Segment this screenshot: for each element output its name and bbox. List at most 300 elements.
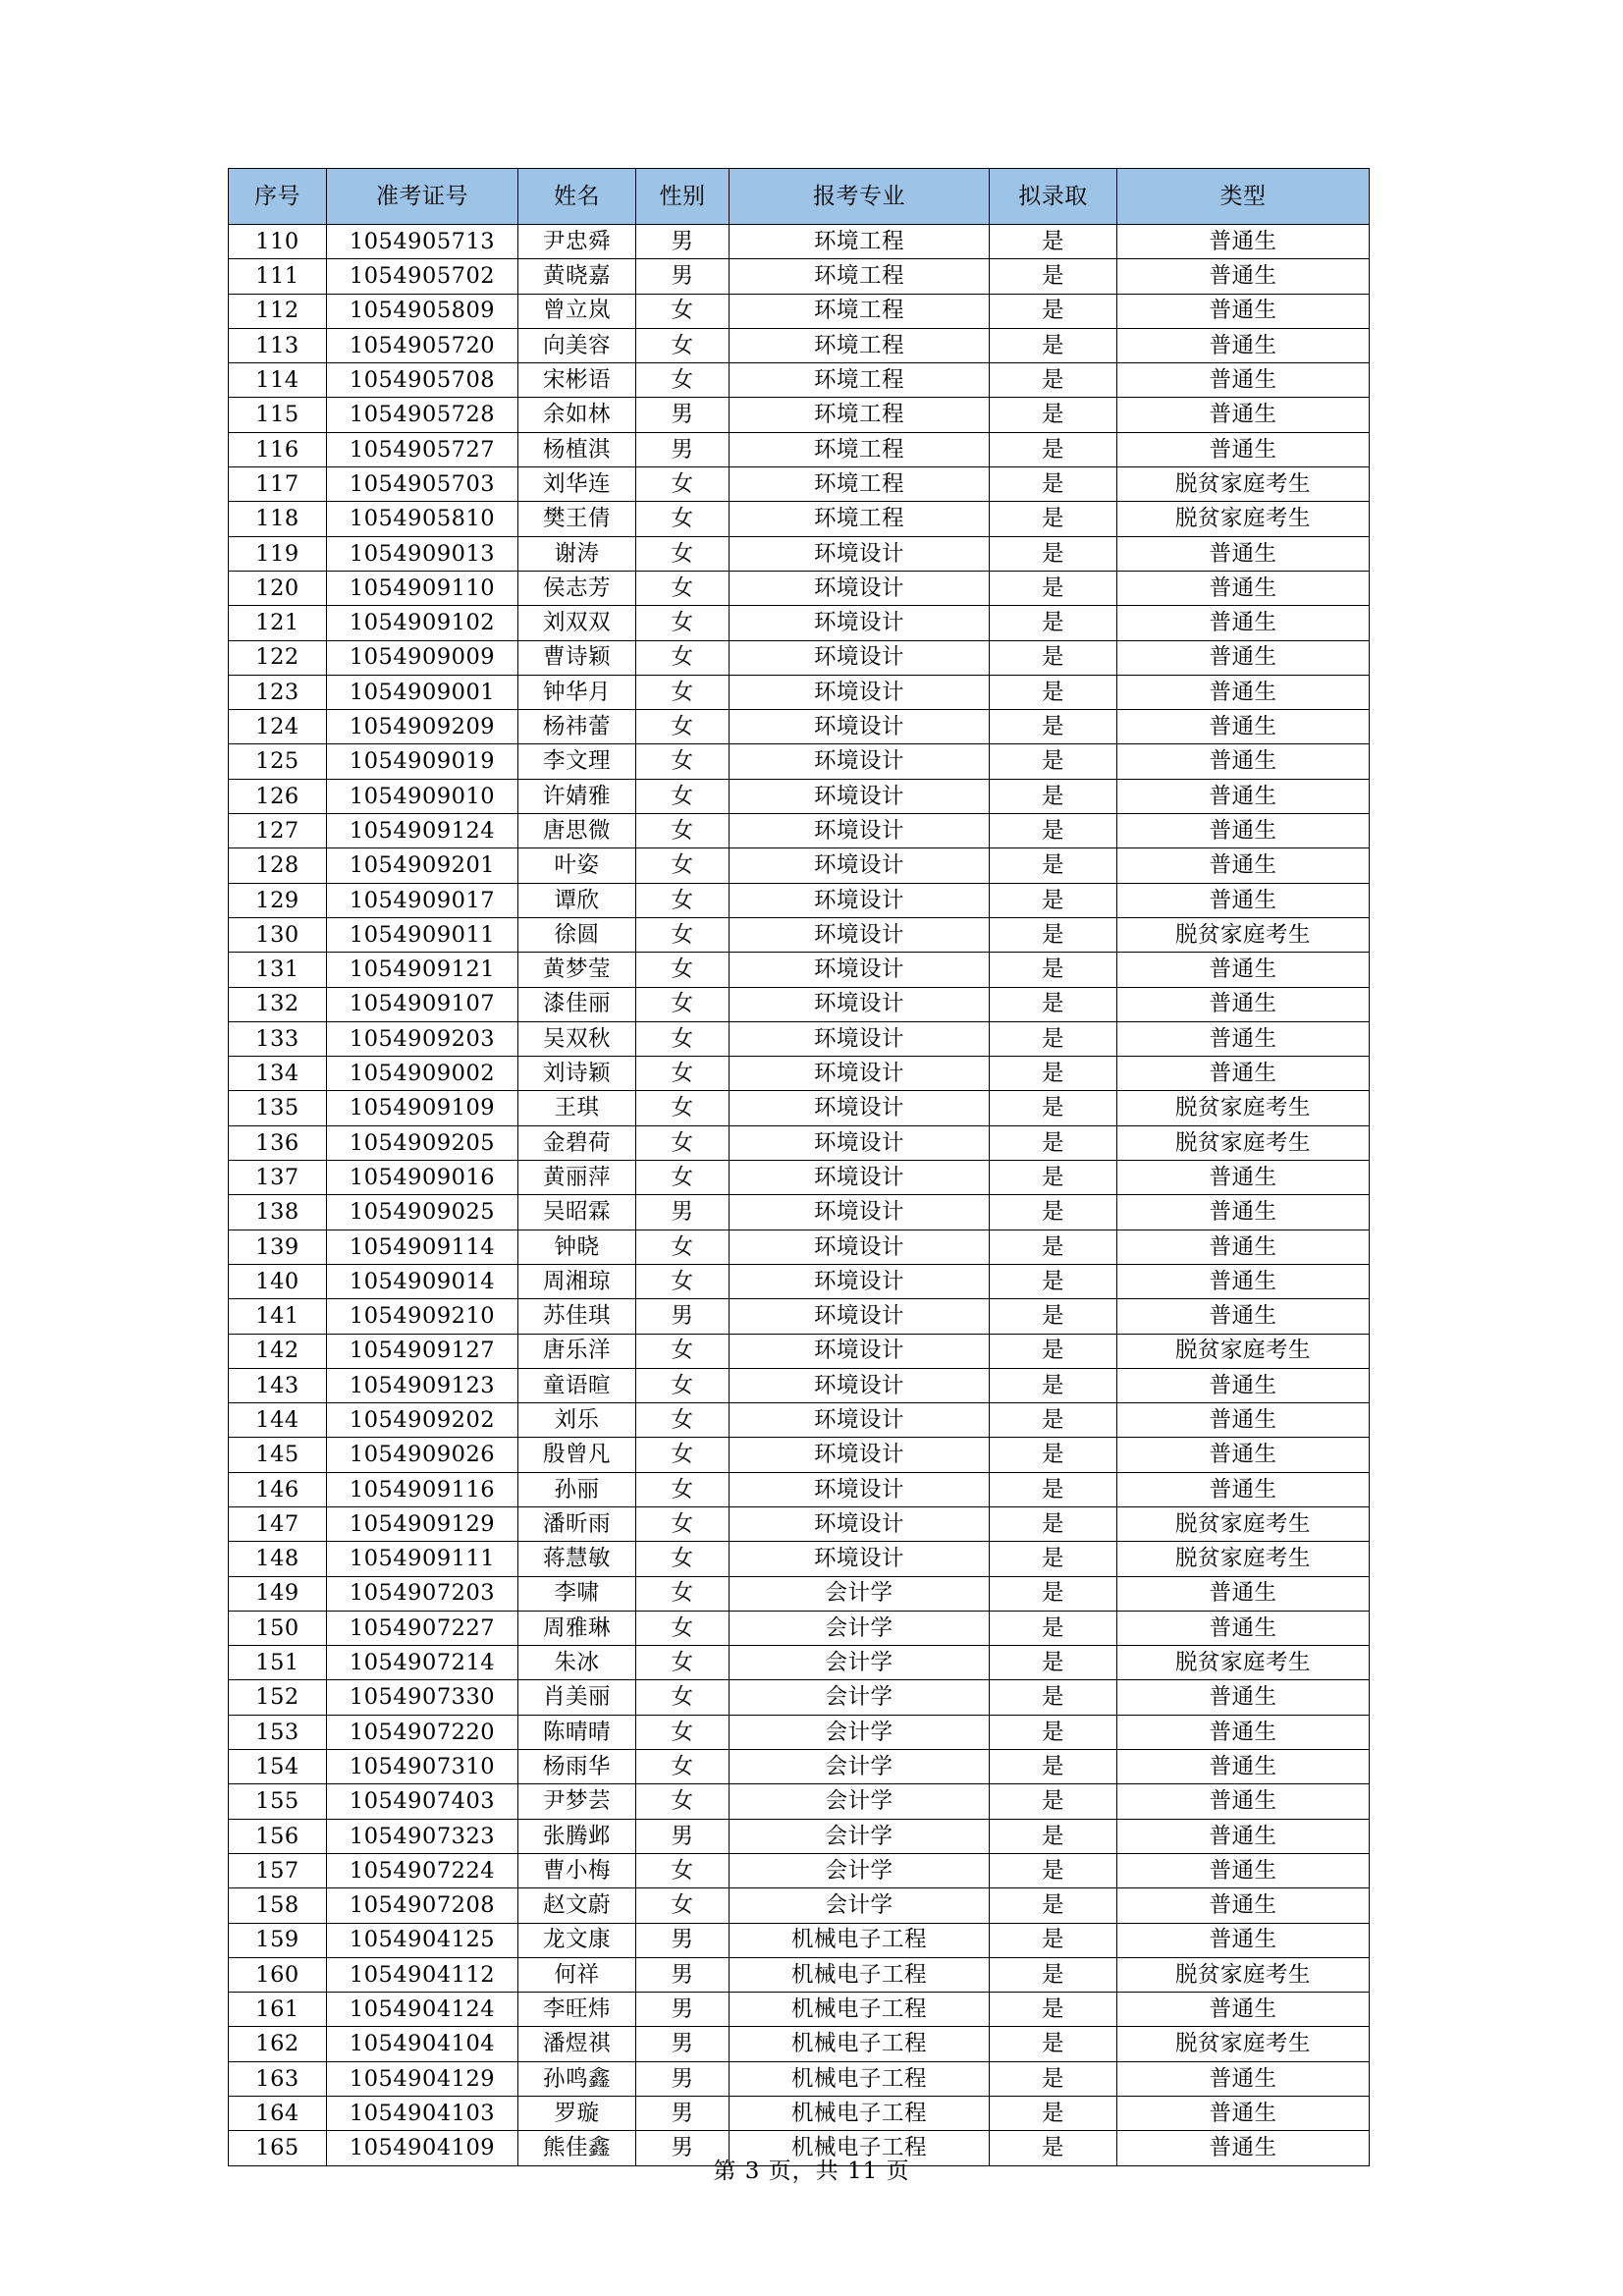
cell-major: 会计学 <box>730 1750 990 1784</box>
cell-admit: 是 <box>990 1784 1117 1819</box>
cell-type: 普通生 <box>1117 710 1370 744</box>
cell-name: 吴昭霖 <box>518 1195 636 1230</box>
cell-name: 李旺炜 <box>518 1993 636 2027</box>
cell-ticket: 1054909205 <box>327 1125 518 1160</box>
cell-seq: 137 <box>229 1161 327 1195</box>
cell-name: 向美容 <box>518 328 636 362</box>
cell-seq: 120 <box>229 571 327 605</box>
cell-ticket: 1054909111 <box>327 1542 518 1576</box>
table-row <box>229 1611 1370 1645</box>
cell-name: 杨祎蕾 <box>518 710 636 744</box>
cell-name: 童语暄 <box>518 1368 636 1402</box>
cell-seq: 117 <box>229 467 327 502</box>
cell-ticket: 1054905702 <box>327 259 518 294</box>
cell-major: 环境设计 <box>730 1021 990 1056</box>
cell-type: 普通生 <box>1117 294 1370 328</box>
cell-type: 脱贫家庭考生 <box>1117 1506 1370 1541</box>
table-row <box>229 1853 1370 1887</box>
cell-type: 脱贫家庭考生 <box>1117 1957 1370 1992</box>
cell-seq: 157 <box>229 1853 327 1887</box>
cell-name: 刘诗颖 <box>518 1057 636 1091</box>
cell-admit: 是 <box>990 779 1117 813</box>
cell-major: 环境设计 <box>730 1368 990 1402</box>
cell-gender: 女 <box>636 917 730 952</box>
table-row <box>229 432 1370 466</box>
cell-seq: 152 <box>229 1680 327 1715</box>
table-row <box>229 2061 1370 2096</box>
cell-name: 李文理 <box>518 744 636 779</box>
cell-name: 叶姿 <box>518 848 636 883</box>
cell-name: 侯志芳 <box>518 571 636 605</box>
cell-type: 普通生 <box>1117 1993 1370 2027</box>
cell-name: 曾立岚 <box>518 294 636 328</box>
cell-name: 谭欣 <box>518 883 636 917</box>
table-row <box>229 710 1370 744</box>
cell-name: 蒋慧敏 <box>518 1542 636 1576</box>
cell-name: 肖美丽 <box>518 1680 636 1715</box>
cell-admit: 是 <box>990 1057 1117 1091</box>
cell-name: 李啸 <box>518 1576 636 1611</box>
cell-gender: 女 <box>636 1680 730 1715</box>
cell-admit: 是 <box>990 1853 1117 1887</box>
cell-ticket: 1054909114 <box>327 1230 518 1264</box>
cell-seq: 119 <box>229 536 327 571</box>
cell-gender: 女 <box>636 1506 730 1541</box>
table-row <box>229 883 1370 917</box>
cell-ticket: 1054909009 <box>327 640 518 675</box>
cell-ticket: 1054909110 <box>327 571 518 605</box>
cell-major: 环境工程 <box>730 398 990 432</box>
cell-name: 黄梦莹 <box>518 953 636 987</box>
cell-seq: 165 <box>229 2131 327 2165</box>
cell-admit: 是 <box>990 1993 1117 2027</box>
cell-ticket: 1054907403 <box>327 1784 518 1819</box>
cell-gender: 女 <box>636 1334 730 1368</box>
cell-type: 脱贫家庭考生 <box>1117 1334 1370 1368</box>
cell-major: 机械电子工程 <box>730 1993 990 2027</box>
cell-admit: 是 <box>990 1750 1117 1784</box>
table-row <box>229 1438 1370 1472</box>
cell-ticket: 1054905727 <box>327 432 518 466</box>
cell-ticket: 1054909123 <box>327 1368 518 1402</box>
cell-ticket: 1054909016 <box>327 1161 518 1195</box>
cell-major: 环境设计 <box>730 1230 990 1264</box>
cell-gender: 男 <box>636 1957 730 1992</box>
cell-ticket: 1054905728 <box>327 398 518 432</box>
cell-major: 环境设计 <box>730 883 990 917</box>
table-row <box>229 1091 1370 1125</box>
table-row <box>229 1057 1370 1091</box>
table-row <box>229 779 1370 813</box>
cell-major: 环境设计 <box>730 987 990 1021</box>
cell-ticket: 1054909014 <box>327 1264 518 1298</box>
cell-gender: 男 <box>636 2097 730 2131</box>
table-row <box>229 571 1370 605</box>
cell-admit: 是 <box>990 1576 1117 1611</box>
cell-type: 普通生 <box>1117 1888 1370 1923</box>
cell-type: 普通生 <box>1117 1264 1370 1298</box>
table-row <box>229 1195 1370 1230</box>
table-row <box>229 1993 1370 2027</box>
cell-name: 漆佳丽 <box>518 987 636 1021</box>
cell-major: 环境设计 <box>730 1195 990 1230</box>
table-row <box>229 1021 1370 1056</box>
cell-admit: 是 <box>990 1957 1117 1992</box>
cell-ticket: 1054909011 <box>327 917 518 952</box>
cell-gender: 男 <box>636 225 730 259</box>
cell-admit: 是 <box>990 1230 1117 1264</box>
cell-admit: 是 <box>990 814 1117 848</box>
cell-gender: 女 <box>636 1888 730 1923</box>
cell-type: 脱贫家庭考生 <box>1117 917 1370 952</box>
cell-type: 普通生 <box>1117 814 1370 848</box>
cell-admit: 是 <box>990 1472 1117 1506</box>
table-row <box>229 1784 1370 1819</box>
cell-admit: 是 <box>990 1680 1117 1715</box>
table-row <box>229 744 1370 779</box>
cell-ticket: 1054909209 <box>327 710 518 744</box>
cell-ticket: 1054909127 <box>327 1334 518 1368</box>
table-row <box>229 1506 1370 1541</box>
cell-seq: 145 <box>229 1438 327 1472</box>
cell-admit: 是 <box>990 502 1117 536</box>
table-row <box>229 1403 1370 1438</box>
table-row <box>229 1299 1370 1334</box>
cell-seq: 124 <box>229 710 327 744</box>
table-header-row <box>229 169 1370 225</box>
cell-major: 环境设计 <box>730 1125 990 1160</box>
cell-name: 杨植淇 <box>518 432 636 466</box>
cell-gender: 女 <box>636 1715 730 1749</box>
cell-seq: 110 <box>229 225 327 259</box>
cell-seq: 151 <box>229 1646 327 1680</box>
cell-major: 环境设计 <box>730 606 990 640</box>
cell-type: 普通生 <box>1117 536 1370 571</box>
cell-ticket: 1054909116 <box>327 1472 518 1506</box>
cell-gender: 女 <box>636 1161 730 1195</box>
cell-ticket: 1054904124 <box>327 1993 518 2027</box>
column-header-ticket: 准考证号 <box>327 169 518 225</box>
cell-name: 刘双双 <box>518 606 636 640</box>
cell-major: 环境设计 <box>730 1264 990 1298</box>
cell-name: 陈晴晴 <box>518 1715 636 1749</box>
cell-seq: 123 <box>229 675 327 709</box>
cell-gender: 女 <box>636 883 730 917</box>
table-row <box>229 848 1370 883</box>
table-row <box>229 675 1370 709</box>
cell-type: 脱贫家庭考生 <box>1117 502 1370 536</box>
cell-name: 宋彬语 <box>518 363 636 398</box>
cell-admit: 是 <box>990 1195 1117 1230</box>
cell-admit: 是 <box>990 1819 1117 1853</box>
cell-admit: 是 <box>990 2061 1117 2096</box>
cell-ticket: 1054904103 <box>327 2097 518 2131</box>
table-row <box>229 363 1370 398</box>
table-body <box>229 225 1370 2166</box>
cell-type: 普通生 <box>1117 225 1370 259</box>
cell-name: 刘乐 <box>518 1403 636 1438</box>
cell-major: 环境设计 <box>730 1472 990 1506</box>
cell-seq: 125 <box>229 744 327 779</box>
table-row <box>229 1125 1370 1160</box>
cell-ticket: 1054909129 <box>327 1506 518 1541</box>
cell-gender: 男 <box>636 2131 730 2165</box>
cell-admit: 是 <box>990 1542 1117 1576</box>
table-row <box>229 225 1370 259</box>
cell-major: 机械电子工程 <box>730 2027 990 2061</box>
cell-gender: 男 <box>636 1923 730 1957</box>
cell-ticket: 1054907203 <box>327 1576 518 1611</box>
cell-admit: 是 <box>990 467 1117 502</box>
cell-admit: 是 <box>990 294 1117 328</box>
cell-ticket: 1054907220 <box>327 1715 518 1749</box>
table-row <box>229 1368 1370 1402</box>
cell-seq: 163 <box>229 2061 327 2096</box>
cell-name: 孙鸣鑫 <box>518 2061 636 2096</box>
cell-seq: 161 <box>229 1993 327 2027</box>
column-header-gender: 性别 <box>636 169 730 225</box>
cell-gender: 男 <box>636 432 730 466</box>
cell-seq: 126 <box>229 779 327 813</box>
cell-type: 普通生 <box>1117 883 1370 917</box>
cell-seq: 147 <box>229 1506 327 1541</box>
cell-gender: 女 <box>636 571 730 605</box>
cell-ticket: 1054909001 <box>327 675 518 709</box>
cell-gender: 女 <box>636 1750 730 1784</box>
table-row <box>229 953 1370 987</box>
cell-gender: 女 <box>636 363 730 398</box>
cell-gender: 女 <box>636 1091 730 1125</box>
cell-type: 脱贫家庭考生 <box>1117 2027 1370 2061</box>
table-row <box>229 1472 1370 1506</box>
cell-ticket: 1054907330 <box>327 1680 518 1715</box>
cell-major: 会计学 <box>730 1646 990 1680</box>
cell-type: 普通生 <box>1117 398 1370 432</box>
cell-gender: 女 <box>636 1438 730 1472</box>
table-row <box>229 1819 1370 1853</box>
cell-type: 普通生 <box>1117 1195 1370 1230</box>
cell-name: 樊王倩 <box>518 502 636 536</box>
cell-gender: 女 <box>636 953 730 987</box>
cell-gender: 男 <box>636 1195 730 1230</box>
cell-gender: 男 <box>636 2061 730 2096</box>
cell-type: 普通生 <box>1117 1057 1370 1091</box>
cell-admit: 是 <box>990 225 1117 259</box>
cell-gender: 女 <box>636 294 730 328</box>
cell-major: 环境设计 <box>730 1334 990 1368</box>
cell-major: 环境设计 <box>730 1506 990 1541</box>
table-row <box>229 1576 1370 1611</box>
cell-admit: 是 <box>990 536 1117 571</box>
table-row <box>229 259 1370 294</box>
cell-admit: 是 <box>990 744 1117 779</box>
cell-seq: 149 <box>229 1576 327 1611</box>
cell-seq: 138 <box>229 1195 327 1230</box>
table-row <box>229 2097 1370 2131</box>
cell-name: 曹诗颖 <box>518 640 636 675</box>
cell-type: 普通生 <box>1117 675 1370 709</box>
cell-admit: 是 <box>990 571 1117 605</box>
cell-ticket: 1054909025 <box>327 1195 518 1230</box>
table-row <box>229 640 1370 675</box>
cell-type: 普通生 <box>1117 640 1370 675</box>
cell-name: 周雅琳 <box>518 1611 636 1645</box>
cell-major: 环境设计 <box>730 640 990 675</box>
cell-gender: 男 <box>636 398 730 432</box>
column-header-name: 姓名 <box>518 169 636 225</box>
cell-seq: 150 <box>229 1611 327 1645</box>
cell-major: 环境设计 <box>730 953 990 987</box>
table-row <box>229 606 1370 640</box>
cell-seq: 128 <box>229 848 327 883</box>
table-row <box>229 1264 1370 1298</box>
table-row <box>229 1750 1370 1784</box>
cell-seq: 156 <box>229 1819 327 1853</box>
cell-major: 会计学 <box>730 1888 990 1923</box>
cell-type: 普通生 <box>1117 953 1370 987</box>
cell-name: 钟华月 <box>518 675 636 709</box>
cell-admit: 是 <box>990 675 1117 709</box>
cell-major: 环境设计 <box>730 1299 990 1334</box>
cell-major: 环境设计 <box>730 814 990 848</box>
table-row <box>229 1923 1370 1957</box>
cell-name: 潘昕雨 <box>518 1506 636 1541</box>
cell-name: 周湘琼 <box>518 1264 636 1298</box>
cell-name: 唐乐洋 <box>518 1334 636 1368</box>
cell-gender: 女 <box>636 640 730 675</box>
cell-major: 机械电子工程 <box>730 1923 990 1957</box>
cell-major: 会计学 <box>730 1853 990 1887</box>
cell-major: 机械电子工程 <box>730 1957 990 1992</box>
table-row <box>229 1957 1370 1992</box>
cell-type: 普通生 <box>1117 1750 1370 1784</box>
cell-type: 普通生 <box>1117 987 1370 1021</box>
cell-major: 环境设计 <box>730 1438 990 1472</box>
cell-seq: 144 <box>229 1403 327 1438</box>
cell-admit: 是 <box>990 398 1117 432</box>
cell-ticket: 1054905703 <box>327 467 518 502</box>
cell-admit: 是 <box>990 2097 1117 2131</box>
cell-gender: 男 <box>636 1993 730 2027</box>
cell-ticket: 1054907310 <box>327 1750 518 1784</box>
cell-type: 普通生 <box>1117 1715 1370 1749</box>
cell-major: 环境设计 <box>730 1161 990 1195</box>
cell-type: 普通生 <box>1117 1923 1370 1957</box>
cell-admit: 是 <box>990 1506 1117 1541</box>
cell-admit: 是 <box>990 917 1117 952</box>
cell-gender: 女 <box>636 987 730 1021</box>
cell-admit: 是 <box>990 1125 1117 1160</box>
cell-type: 普通生 <box>1117 1576 1370 1611</box>
cell-type: 普通生 <box>1117 1819 1370 1853</box>
cell-type: 普通生 <box>1117 571 1370 605</box>
cell-type: 普通生 <box>1117 432 1370 466</box>
cell-ticket: 1054909121 <box>327 953 518 987</box>
table-row <box>229 1542 1370 1576</box>
cell-gender: 女 <box>636 1853 730 1887</box>
cell-seq: 140 <box>229 1264 327 1298</box>
cell-type: 脱贫家庭考生 <box>1117 467 1370 502</box>
cell-major: 机械电子工程 <box>730 2061 990 2096</box>
cell-name: 黄晓嘉 <box>518 259 636 294</box>
cell-major: 环境工程 <box>730 225 990 259</box>
cell-seq: 142 <box>229 1334 327 1368</box>
cell-ticket: 1054904109 <box>327 2131 518 2165</box>
cell-ticket: 1054909124 <box>327 814 518 848</box>
cell-seq: 139 <box>229 1230 327 1264</box>
cell-gender: 女 <box>636 1646 730 1680</box>
cell-gender: 女 <box>636 814 730 848</box>
cell-gender: 女 <box>636 536 730 571</box>
cell-admit: 是 <box>990 2027 1117 2061</box>
cell-name: 尹忠舜 <box>518 225 636 259</box>
cell-ticket: 1054909013 <box>327 536 518 571</box>
table-row <box>229 917 1370 952</box>
cell-name: 赵文蔚 <box>518 1888 636 1923</box>
cell-major: 环境设计 <box>730 917 990 952</box>
cell-seq: 129 <box>229 883 327 917</box>
cell-ticket: 1054904112 <box>327 1957 518 1992</box>
cell-admit: 是 <box>990 2131 1117 2165</box>
cell-seq: 155 <box>229 1784 327 1819</box>
cell-gender: 女 <box>636 744 730 779</box>
cell-major: 环境设计 <box>730 779 990 813</box>
cell-gender: 女 <box>636 779 730 813</box>
cell-name: 唐思微 <box>518 814 636 848</box>
cell-admit: 是 <box>990 1646 1117 1680</box>
cell-ticket: 1054909010 <box>327 779 518 813</box>
cell-type: 普通生 <box>1117 1403 1370 1438</box>
cell-gender: 女 <box>636 1611 730 1645</box>
table-row <box>229 814 1370 848</box>
cell-seq: 136 <box>229 1125 327 1160</box>
cell-admit: 是 <box>990 363 1117 398</box>
cell-ticket: 1054905809 <box>327 294 518 328</box>
cell-name: 殷曾凡 <box>518 1438 636 1472</box>
cell-major: 会计学 <box>730 1784 990 1819</box>
cell-type: 普通生 <box>1117 1438 1370 1472</box>
cell-type: 普通生 <box>1117 1299 1370 1334</box>
cell-major: 环境设计 <box>730 571 990 605</box>
cell-seq: 141 <box>229 1299 327 1334</box>
cell-admit: 是 <box>990 987 1117 1021</box>
cell-major: 环境设计 <box>730 1403 990 1438</box>
cell-ticket: 1054907224 <box>327 1853 518 1887</box>
cell-ticket: 1054905810 <box>327 502 518 536</box>
table-row <box>229 1680 1370 1715</box>
cell-admit: 是 <box>990 883 1117 917</box>
cell-seq: 114 <box>229 363 327 398</box>
table-row <box>229 1888 1370 1923</box>
cell-name: 吴双秋 <box>518 1021 636 1056</box>
cell-gender: 男 <box>636 259 730 294</box>
cell-major: 环境工程 <box>730 259 990 294</box>
cell-gender: 女 <box>636 1576 730 1611</box>
cell-type: 普通生 <box>1117 1161 1370 1195</box>
cell-type: 脱贫家庭考生 <box>1117 1646 1370 1680</box>
cell-seq: 159 <box>229 1923 327 1957</box>
cell-seq: 118 <box>229 502 327 536</box>
column-header-admit: 拟录取 <box>990 169 1117 225</box>
cell-gender: 女 <box>636 848 730 883</box>
cell-major: 环境设计 <box>730 1091 990 1125</box>
cell-major: 环境工程 <box>730 363 990 398</box>
table-row <box>229 1715 1370 1749</box>
cell-name: 刘华连 <box>518 467 636 502</box>
cell-type: 普通生 <box>1117 363 1370 398</box>
cell-name: 孙丽 <box>518 1472 636 1506</box>
cell-type: 普通生 <box>1117 2061 1370 2096</box>
